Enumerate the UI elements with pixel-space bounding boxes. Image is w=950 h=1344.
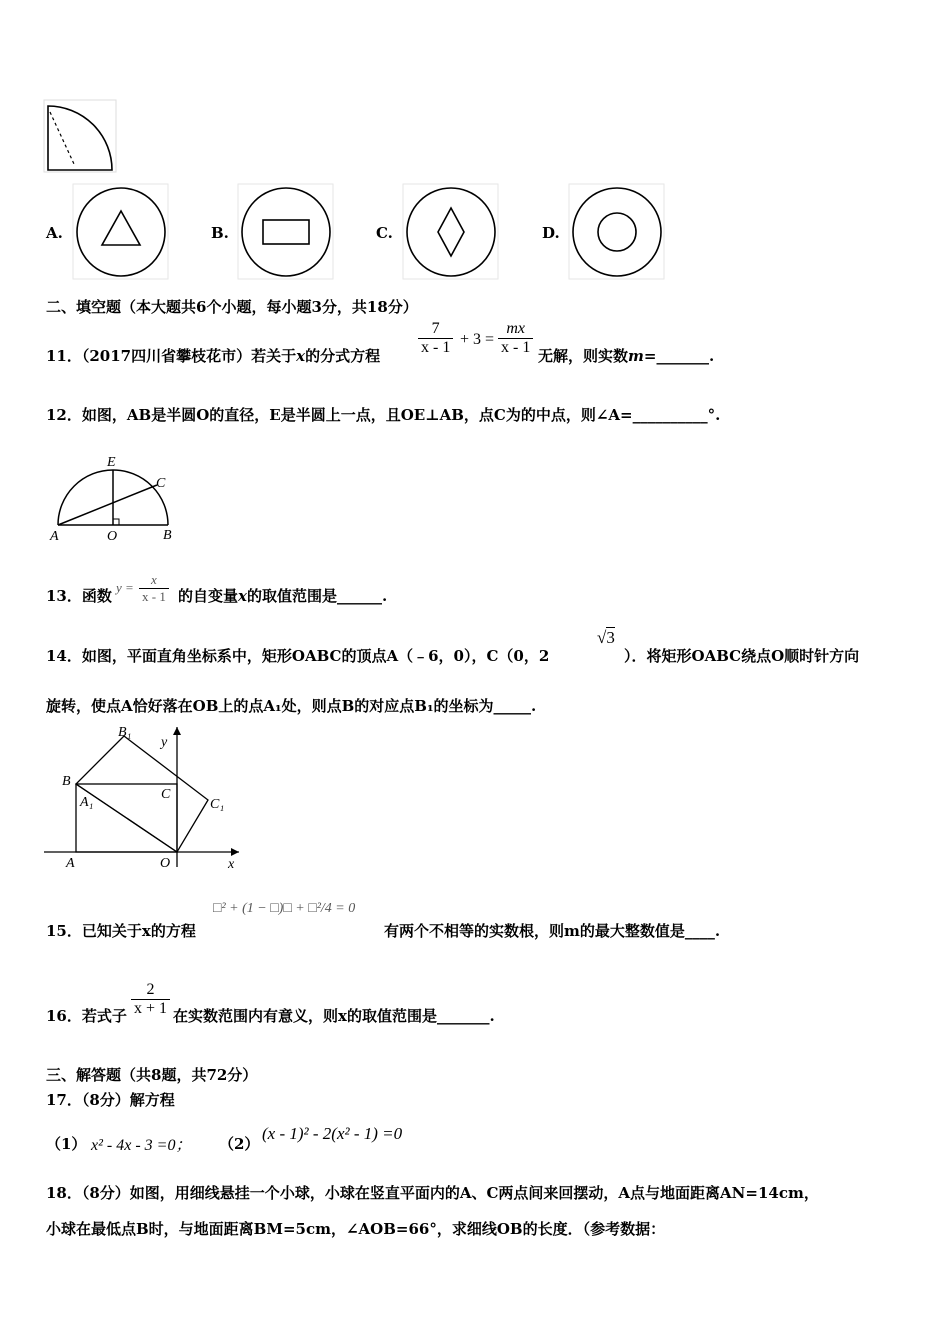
q11-frac1-num: 7 xyxy=(431,320,440,337)
q14-line2: 旋转，使点A恰好落在OB上的点A₁处，则点B的对应点B₁的坐标为_____. xyxy=(46,697,537,715)
q11-tail: =_______. xyxy=(643,347,715,365)
q11-fraction-2 xyxy=(498,320,533,357)
section-3-heading: 三、解答题（共8题，共72分） xyxy=(46,1066,258,1084)
option-b-label: B. xyxy=(211,224,229,242)
q13-y: y = xyxy=(116,580,134,595)
q15-prefix: 15．已知关于x的方程 xyxy=(46,922,196,940)
option-a-label: A. xyxy=(46,224,63,242)
q15-suffix: 有两个不相等的实数根，则m的最大整数值是____. xyxy=(384,922,721,940)
q16-den: x + 1 xyxy=(131,999,170,1018)
q17-p2-eq: (x - 1)² - 2(x² - 1) =0 xyxy=(262,1124,403,1143)
q13-fraction xyxy=(139,572,169,605)
q11-fraction-1 xyxy=(418,320,453,357)
q18-line1: 18．（8分）如图，用细线悬挂一个小球，小球在竖直平面内的A、C两点间来回摆动，A点与地面距离AN=14cm， xyxy=(46,1184,819,1202)
q14-rectangle-figure xyxy=(44,722,244,872)
q12-semicircle-figure xyxy=(46,450,181,545)
q16-num: 2 xyxy=(146,981,155,998)
q13-rest xyxy=(178,585,387,606)
q18-line2: 小球在最低点B时，与地面距离BM=5cm，∠AOB=66°，求细线OB的长度．（参考数据： xyxy=(46,1220,666,1238)
q14-line1a: 14．如图，平面直角坐标系中，矩形OABC的顶点A（﹣6，0），C（0，2 xyxy=(46,647,550,665)
q11-suffix-line xyxy=(538,345,714,366)
q13-den: x - 1 xyxy=(139,588,169,605)
q11-frac2-num: mx xyxy=(506,320,525,337)
q17-title: 17．（8分）解方程 xyxy=(46,1091,175,1109)
option-d-figure[interactable] xyxy=(569,184,665,280)
q17-p1-label: （1） xyxy=(46,1135,87,1153)
q12-label-a: A xyxy=(50,529,59,544)
section-2-heading: 二、填空题（本大题共6个小题，每小题3分，共18分） xyxy=(46,298,418,316)
option-c-label: C. xyxy=(376,224,393,242)
q11-var: x xyxy=(296,347,306,365)
q11-var2: m xyxy=(628,347,644,365)
q13-mid: 的自变量 xyxy=(178,587,239,605)
q14-label-y: y xyxy=(161,735,168,750)
q14-label-b1: B₁ xyxy=(118,725,132,740)
q11-mid: 的分式方程 xyxy=(305,347,381,365)
option-a-figure[interactable] xyxy=(73,184,169,280)
q15-equation: □² + (1 − □)□ + □²/4 = 0 xyxy=(213,901,356,916)
q14-sqrt: √3 xyxy=(597,628,615,647)
q14-label-x: x xyxy=(228,857,235,872)
q13-prefix: 13．函数 xyxy=(46,587,112,605)
q17-p2-label: （2） xyxy=(219,1135,260,1153)
q14-label-a: A xyxy=(66,856,75,871)
q11-frac2-den: x - 1 xyxy=(498,338,533,357)
q12-text: 12．如图，AB是半圆O的直径，E是半圆上一点，且OE⊥AB，点C为的中点，则∠A=__________°. xyxy=(46,406,721,424)
q13-num: x xyxy=(151,572,157,587)
q14-label-c1: C₁ xyxy=(210,797,225,812)
q14-line1b: ）．将矩形OABC绕点O顺时针方向 xyxy=(624,647,860,665)
q11-plus: + 3 = xyxy=(460,331,495,348)
q11-prefix: 11．（2017四川省攀枝花市）若关于 xyxy=(46,347,297,365)
q12-label-e: E xyxy=(107,455,116,470)
q14-label-o: O xyxy=(160,856,171,871)
quarter-circle-figure xyxy=(44,100,119,175)
q12-label-c: C xyxy=(156,476,166,491)
option-c-figure[interactable] xyxy=(403,184,499,280)
q14-label-b: B xyxy=(62,774,71,789)
q16-prefix: 16．若式子 xyxy=(46,1007,127,1025)
option-b-figure[interactable] xyxy=(238,184,334,280)
q14-label-a1: A₁ xyxy=(80,795,94,810)
q14-label-c: C xyxy=(161,787,171,802)
q14-sqrt-val: 3 xyxy=(606,628,615,647)
q16-suffix: 在实数范围内有意义，则x的取值范围是_______. xyxy=(173,1007,495,1025)
q11-suffix: 无解，则实数 xyxy=(538,347,629,365)
q17-p1-eq: x² - 4x - 3 =0； xyxy=(91,1137,192,1154)
q12-label-b: B xyxy=(163,528,172,543)
option-d-label: D. xyxy=(542,224,560,242)
q13-suffix: 的取值范围是______. xyxy=(246,587,388,605)
q16-fraction xyxy=(131,981,170,1018)
q13-var: x xyxy=(238,587,247,605)
q12-label-o: O xyxy=(107,529,118,544)
q11-frac1-den: x - 1 xyxy=(418,338,453,357)
q11-line xyxy=(46,345,380,366)
